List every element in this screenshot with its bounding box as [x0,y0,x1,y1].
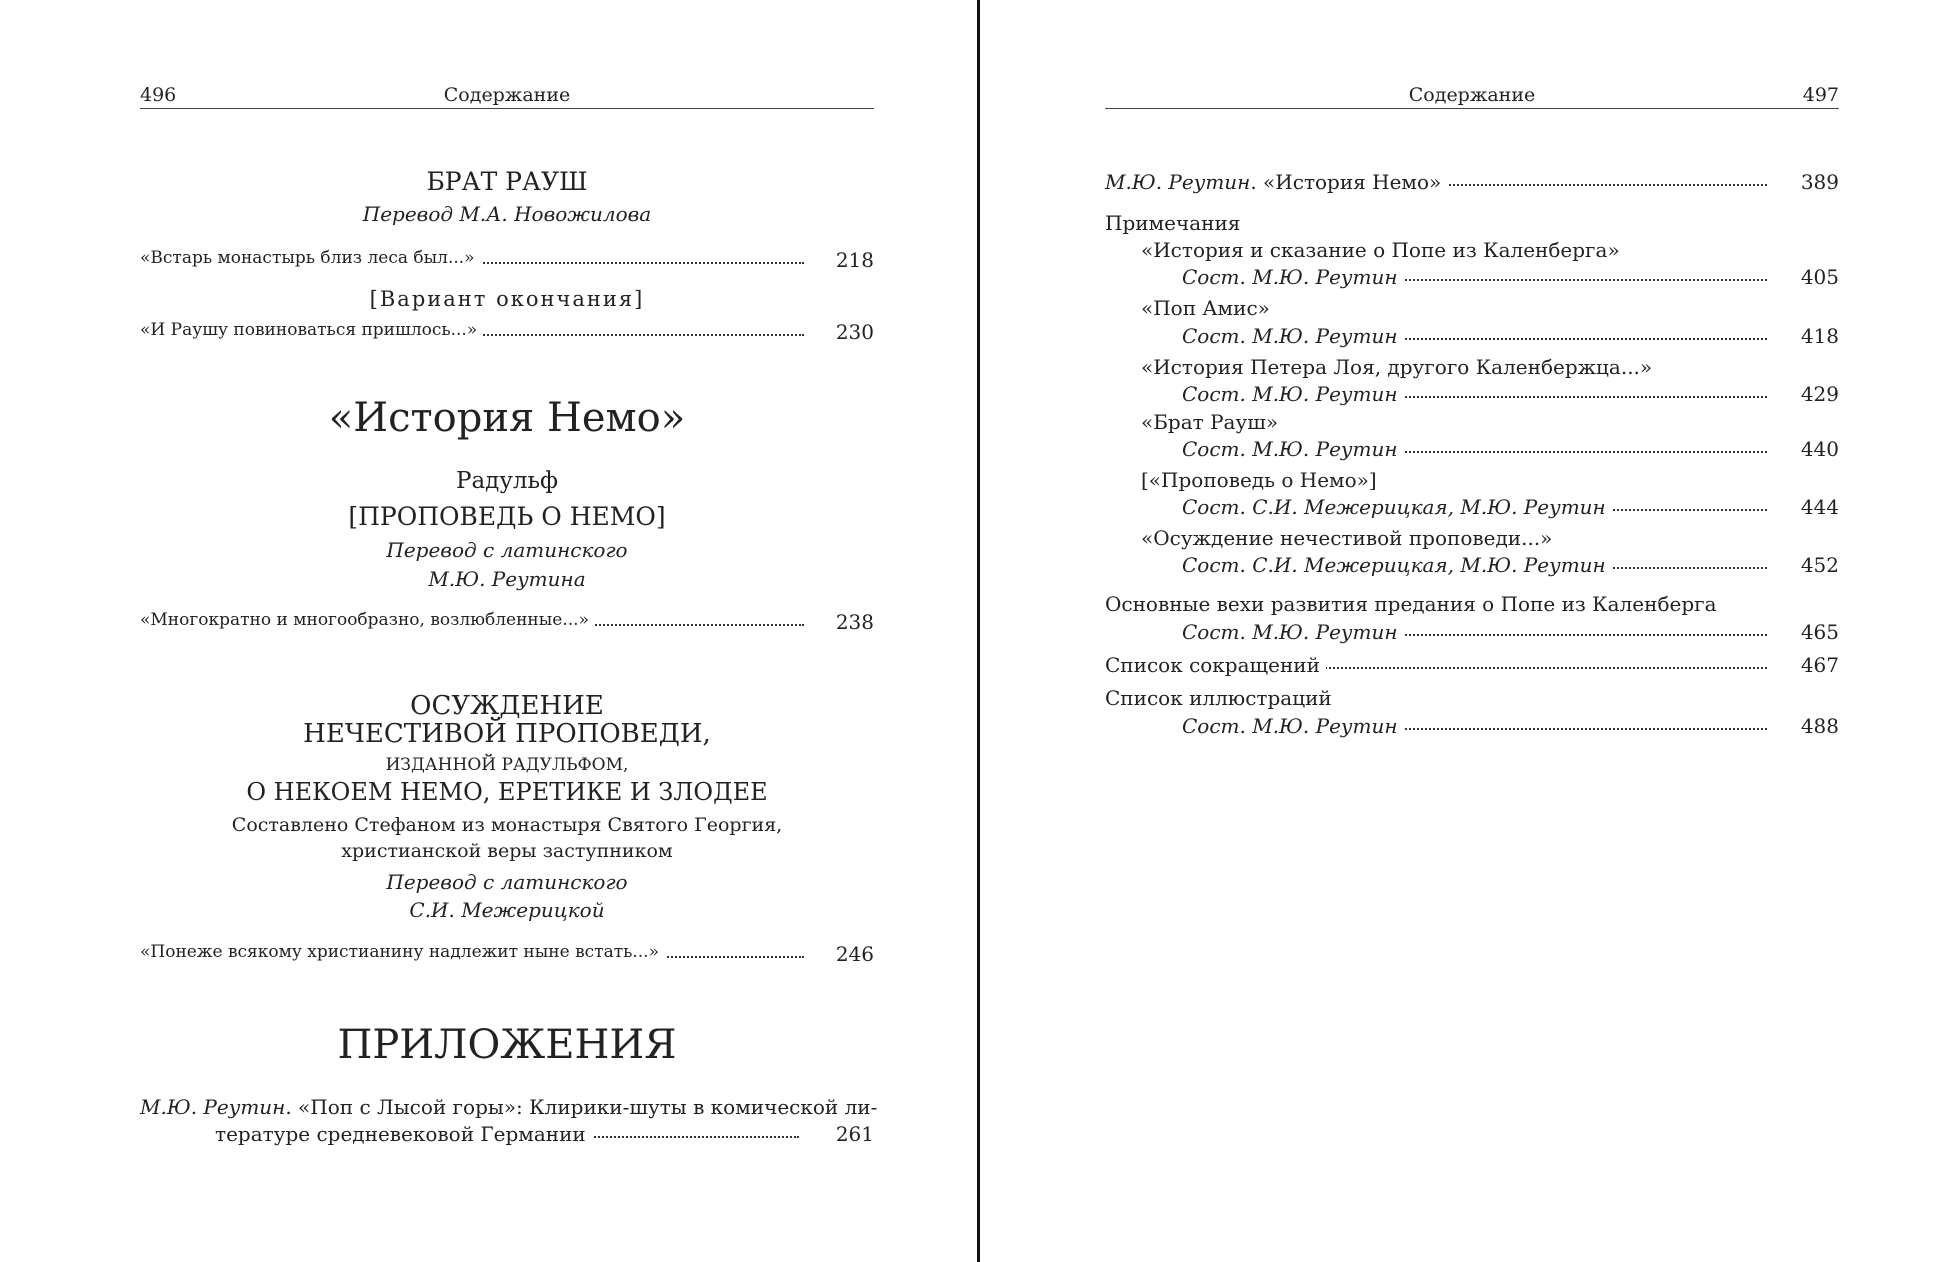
left-page-number: 496 [140,84,177,106]
toc-entry-page: 261 [835,1122,874,1146]
note-title[interactable]: «История Петера Лоя, другого Каленбержца...» [1141,355,1653,379]
note-title[interactable]: «Поп Амис» [1141,296,1270,320]
toc-entry[interactable] [215,1122,874,1144]
toc-entry[interactable] [1182,382,1839,404]
toc-entry-text: Список сокращений [1105,653,1326,677]
right-running-title: Содержание [1408,84,1536,106]
left-running-title: Содержание [443,84,571,106]
toc-entry-text: «Многократно и многообразно, возлюбленные...» [140,610,595,630]
toc-entry[interactable] [1105,170,1839,192]
toc-entry[interactable] [140,320,874,342]
toc-entry-text: Сост. М.Ю. Реутин [1182,437,1404,461]
section-title-appendix: ПРИЛОЖЕНИЯ [337,1022,677,1068]
milestones-title[interactable]: Основные вехи развития предания о Попе из Каленберга [1105,592,1717,616]
toc-entry-page: 230 [835,320,874,344]
translation-name: С.И. Межерицкой [409,898,605,922]
toc-entry-text: Сост. М.Ю. Реутин [1182,324,1404,348]
author-radulf: Радульф [455,468,559,494]
entry-author: М.Ю. Реутин [1105,170,1251,194]
note-title[interactable]: «Брат Рауш» [1141,410,1279,434]
toc-entry-page: 440 [1800,437,1839,461]
toc-entry[interactable] [1182,620,1839,642]
right-page-number: 497 [1802,84,1839,106]
toc-entry-page: 452 [1800,553,1839,577]
toc-entry-page: 467 [1800,653,1839,677]
note-title[interactable]: [«Проповедь о Немо»] [1141,468,1377,492]
translator-novozhilov: Перевод М.А. Новожилова [362,202,652,226]
toc-entry[interactable] [1182,714,1839,736]
translation-note: Перевод с латинского [386,538,628,562]
toc-entry-text: тературе средневековой Германии [215,1122,592,1146]
toc-entry-page: 389 [1800,170,1839,194]
toc-entry[interactable] [1182,265,1839,287]
title-line: О НЕКОЕМ НЕМО, ЕРЕТИКЕ И ЗЛОДЕЕ [246,778,768,806]
appendix-author: М.Ю. Реутин [140,1095,286,1119]
toc-entry-text: Сост. М.Ю. Реутин [1182,265,1404,289]
title-line-small: ИЗДАННОЙ РАДУЛЬФОМ, [385,755,629,775]
section-title-nemo: «История Немо» [328,395,686,441]
toc-entry-page: 246 [835,942,874,966]
toc-entry[interactable] [1182,437,1839,459]
translation-name: М.Ю. Реутина [428,567,586,591]
translation-note: Перевод с латинского [386,870,628,894]
toc-entry-text: Сост. М.Ю. Реутин [1182,620,1404,644]
toc-entry[interactable] [1182,495,1839,517]
left-running-head [140,84,874,109]
toc-entry-page: 238 [835,610,874,634]
entry-title: . «История Немо» [1250,170,1442,194]
toc-entry-page: 218 [835,248,874,272]
toc-entry[interactable] [140,610,874,632]
note-title[interactable]: «История и сказание о Попе из Каленберга» [1141,238,1620,262]
toc-entry-text: «Понеже всякому христианину надлежит ныне встать...» [140,942,665,962]
toc-entry-text: «И Раушу повиноваться пришлось...» [140,320,483,340]
toc-entry-text [1105,170,1447,194]
note-title[interactable]: «Осуждение нечестивой проповеди...» [1141,526,1553,550]
toc-entry[interactable] [1182,553,1839,575]
right-page [983,0,1942,1262]
toc-entry-text: Сост. М.Ю. Реутин [1182,714,1404,738]
toc-entry-text: Сост. М.Ю. Реутин [1182,382,1404,406]
section-title-brat-raush: БРАТ РАУШ [426,167,588,196]
composer-note: Составлено Стефаном из монастыря Святого Георгия, [231,814,783,836]
toc-entry[interactable] [1105,653,1839,675]
toc-entry-page: 465 [1800,620,1839,644]
toc-entry[interactable] [140,942,874,964]
appendix-title: . «Поп с Лысой горы»: Клирики-шуты в комической ли- [285,1095,878,1119]
variant-heading: [Вариант окончания] [369,287,645,311]
appendix-entry-line1[interactable] [140,1095,877,1119]
toc-entry-text: Сост. С.И. Межерицкая, М.Ю. Реутин [1182,495,1612,519]
composer-note: христианской веры заступником [341,840,673,862]
title-line: ОСУЖДЕНИЕ [410,691,604,721]
toc-entry-page: 405 [1800,265,1839,289]
title-line: НЕЧЕСТИВОЙ ПРОПОВЕДИ, [303,719,711,749]
toc-entry-page: 429 [1800,382,1839,406]
toc-entry[interactable] [140,248,874,270]
toc-entry-text: «Встарь монастырь близ леса был...» [140,248,481,268]
page-gutter-divider [977,0,980,1262]
toc-entry-page: 444 [1800,495,1839,519]
left-page [0,0,960,1262]
toc-entry[interactable] [1182,324,1839,346]
notes-heading: Примечания [1105,211,1241,235]
illustrations-title[interactable]: Список иллюстраций [1105,686,1332,710]
toc-entry-page: 488 [1800,714,1839,738]
subtitle-sermon: [ПРОПОВЕДЬ О НЕМО] [348,502,666,531]
right-running-head [1105,84,1839,109]
toc-entry-page: 418 [1800,324,1839,348]
toc-entry-text: Сост. С.И. Межерицкая, М.Ю. Реутин [1182,553,1612,577]
